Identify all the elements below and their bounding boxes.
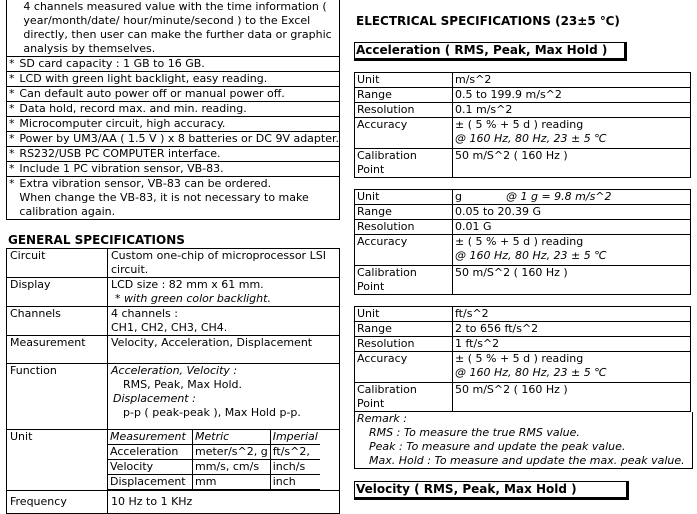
spec-value: Displacement : — [113, 392, 196, 405]
acceleration-title: Acceleration ( RMS, Peak, Max Hold ) — [354, 42, 627, 61]
spec-label: Resolution — [355, 337, 453, 352]
spec-label: Calibration — [357, 149, 417, 162]
spec-label: Frequency — [7, 491, 108, 514]
feature-item — [7, 117, 340, 132]
spec-value: 2 to 656 ft/s^2 — [453, 322, 691, 337]
spec-block-g — [354, 189, 691, 295]
feature-item — [7, 57, 340, 72]
spec-label: Function — [7, 364, 108, 430]
spec-value: RMS, Peak, Max Hold. — [123, 378, 242, 391]
feature-intro-line: 4 channels measured value with the time information ( — [23, 0, 327, 13]
spec-value: LCD size : 82 mm x 61 mm. — [111, 278, 264, 291]
spec-label: Range — [355, 205, 453, 220]
spec-note: @ 160 Hz, 80 Hz, 23 ± 5 ℃ — [455, 132, 607, 145]
spec-label: Accuracy — [355, 352, 453, 383]
spec-value: ft/s^2 — [453, 307, 691, 322]
feature-text: LCD with green light backlight, easy reading. — [16, 72, 339, 87]
spec-value: p-p ( peak-peak ), Max Hold p-p. — [123, 406, 301, 419]
spec-label: Unit — [7, 430, 108, 491]
bullet: * — [7, 162, 17, 177]
spec-label: Unit — [355, 190, 453, 205]
unit-header: Measurement — [108, 430, 193, 445]
spec-label: Calibration — [357, 383, 417, 396]
spec-block-fts2 — [354, 306, 691, 469]
remark-maxhold: Max. Hold : To measure and update the max. peak value. — [369, 454, 685, 467]
feature-intro — [6, 0, 340, 220]
unit-cell: Velocity — [108, 460, 193, 475]
feature-text: Microcomputer circuit, high accuracy. — [16, 117, 339, 132]
spec-value: 50 m/S^2 ( 160 Hz ) — [453, 266, 691, 295]
feature-item — [7, 87, 340, 102]
feature-intro-line: directly, then user can make the further data or graphic — [23, 28, 332, 41]
spec-value: m/s^2 — [453, 73, 691, 88]
spec-row-channels — [7, 307, 340, 336]
spec-label: Resolution — [355, 220, 453, 235]
feature-text: Data hold, record max. and min. reading. — [16, 102, 339, 117]
feature-text: Include 1 PC vibration sensor, VB-83. — [16, 162, 339, 177]
spec-label: Accuracy — [355, 235, 453, 266]
feature-intro-line: analysis by themselves. — [23, 42, 156, 55]
unit-cell: meter/s^2, g — [193, 445, 271, 460]
spec-value: 50 m/S^2 ( 160 Hz ) — [453, 149, 691, 178]
bullet: * — [7, 132, 17, 147]
unit-cell: inch — [270, 475, 320, 490]
spec-value: Velocity, Acceleration, Displacement — [108, 336, 340, 364]
feature-item — [7, 147, 340, 162]
spec-row-circuit — [7, 249, 340, 278]
spec-label: Channels — [7, 307, 108, 336]
spec-label: Accuracy — [355, 118, 453, 149]
unit-cell: inch/s — [270, 460, 320, 475]
spec-row-display — [7, 278, 340, 307]
bullet: * — [7, 102, 17, 117]
feature-text: SD card capacity : 1 GB to 16 GB. — [16, 57, 339, 72]
unit-header: Metric — [193, 430, 271, 445]
bullet: * — [7, 72, 17, 87]
spec-value: CH1, CH2, CH3, CH4. — [111, 321, 228, 334]
spec-value: 1 ft/s^2 — [453, 337, 691, 352]
spec-label: Unit — [355, 307, 453, 322]
remark-peak: Peak : To measure and update the peak value. — [369, 440, 626, 453]
spec-value: 10 Hz to 1 KHz — [108, 491, 340, 514]
spec-row-unit — [7, 430, 340, 491]
feature-item — [7, 72, 340, 87]
feature-text: Extra vibration sensor, VB-83 can be ordered. — [19, 177, 272, 190]
feature-item — [7, 177, 340, 220]
spec-value: ± ( 5 % + 5 d ) reading — [455, 352, 584, 365]
spec-note: @ 160 Hz, 80 Hz, 23 ± 5 ℃ — [455, 249, 607, 262]
spec-value: Custom one-chip of microprocessor LSI — [111, 249, 326, 262]
spec-note: * with green color backlight. — [115, 292, 271, 305]
velocity-title: Velocity ( RMS, Peak, Max Hold ) — [354, 481, 629, 500]
unit-cell: ft/s^2, — [270, 445, 320, 460]
spec-label: Resolution — [355, 103, 453, 118]
spec-label: Point — [357, 280, 385, 293]
spec-label: Display — [7, 278, 108, 307]
bullet: * — [7, 117, 17, 132]
spec-row-measurement — [7, 336, 340, 364]
unit-cell: Displacement — [108, 475, 193, 490]
spec-value: circuit. — [111, 263, 149, 276]
feature-text: Can default auto power off or manual power off. — [16, 87, 339, 102]
bullet: * — [7, 177, 17, 220]
feature-item — [7, 162, 340, 177]
general-specs-table — [6, 248, 340, 514]
feature-text: When change the VB-83, it is not necessary to make — [19, 191, 309, 204]
feature-text: calibration again. — [19, 205, 116, 218]
spec-label: Unit — [355, 73, 453, 88]
spec-value: 0.01 G — [453, 220, 691, 235]
spec-value: 0.5 to 199.9 m/s^2 — [453, 88, 691, 103]
spec-row-frequency — [7, 491, 340, 514]
spec-note: @ 1 g = 9.8 m/s^2 — [505, 190, 612, 203]
unit-cell: mm/s, cm/s — [193, 460, 271, 475]
feature-item — [7, 132, 340, 147]
unit-header: Imperial — [270, 430, 320, 445]
feature-text: Power by UM3/AA ( 1.5 V ) x 8 batteries or DC 9V adapter. — [16, 132, 339, 147]
bullet: * — [7, 57, 17, 72]
spec-note: @ 160 Hz, 80 Hz, 23 ± 5 ℃ — [455, 366, 607, 379]
feature-text: RS232/USB PC COMPUTER interface. — [16, 147, 339, 162]
spec-value: 50 m/S^2 ( 160 Hz ) — [453, 383, 691, 412]
spec-value: 0.1 m/s^2 — [453, 103, 691, 118]
spec-label: Measurement — [7, 336, 108, 364]
spec-value: Acceleration, Velocity : — [111, 364, 238, 377]
spec-label: Point — [357, 397, 385, 410]
remark-rms: RMS : To measure the true RMS value. — [369, 426, 580, 439]
feature-item — [7, 102, 340, 117]
unit-cell: Acceleration — [108, 445, 193, 460]
unit-table — [108, 430, 320, 490]
feature-intro-line: year/month/date/ hour/minute/second ) to the Excel — [23, 14, 311, 27]
spec-value: g — [455, 190, 462, 203]
spec-value: ± ( 5 % + 5 d ) reading — [455, 118, 584, 131]
bullet: * — [7, 147, 17, 162]
spec-block-ms2 — [354, 72, 691, 178]
bullet: * — [7, 87, 17, 102]
spec-label: Range — [355, 88, 453, 103]
spec-row-function — [7, 364, 340, 430]
remark-title: Remark : — [357, 412, 407, 425]
general-specs-heading: GENERAL SPECIFICATIONS — [8, 233, 185, 247]
spec-value: 0.05 to 20.39 G — [453, 205, 691, 220]
spec-value: 4 channels : — [111, 307, 178, 320]
spec-label: Calibration — [357, 266, 417, 279]
remark-box — [354, 412, 693, 469]
spec-label: Circuit — [7, 249, 108, 278]
electrical-specs-heading: ELECTRICAL SPECIFICATIONS (23±5 ℃) — [356, 14, 620, 28]
spec-value: ± ( 5 % + 5 d ) reading — [455, 235, 584, 248]
spec-label: Point — [357, 163, 385, 176]
unit-cell: mm — [193, 475, 271, 490]
spec-label: Range — [355, 322, 453, 337]
